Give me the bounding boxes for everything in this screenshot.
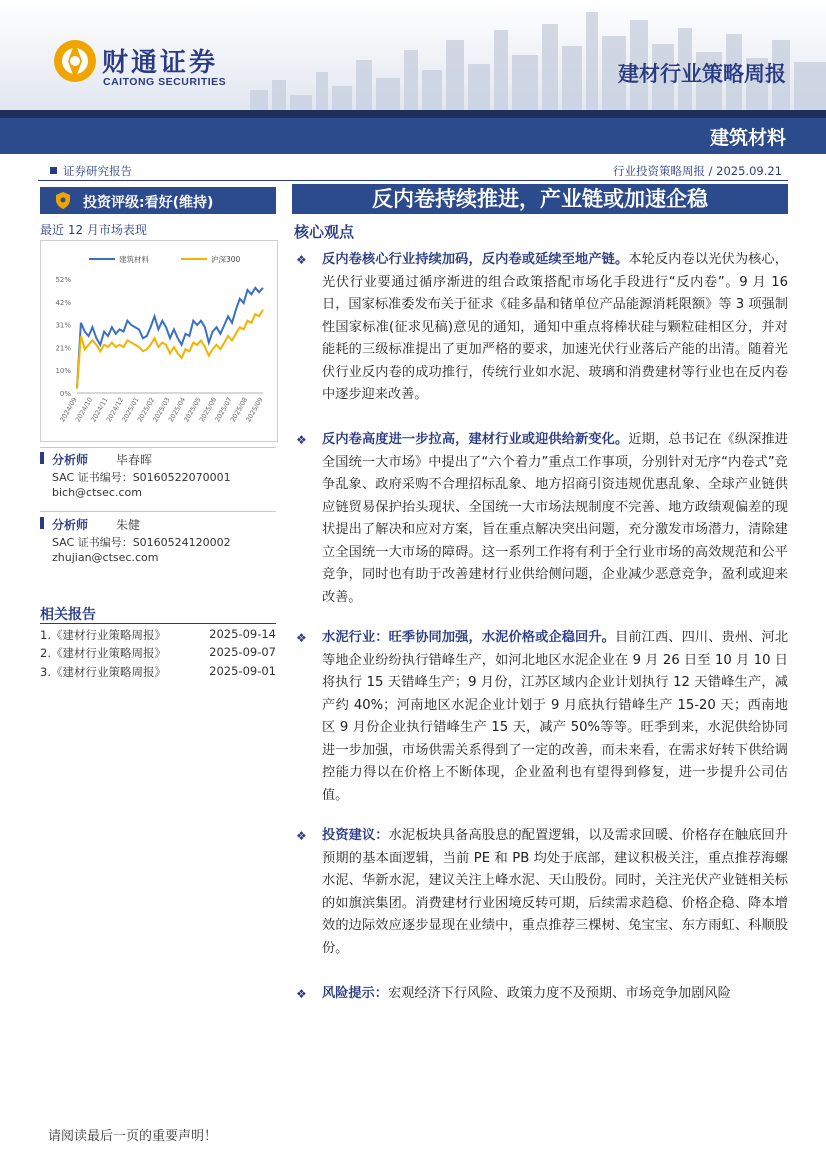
analyst-title: 分析师 [52, 453, 89, 467]
x-tick-label: 2025/09 [244, 396, 265, 424]
related-report-title: 2.《建材行业策略周报》 [40, 646, 166, 660]
related-report-date: 2025-09-01 [209, 664, 276, 678]
x-tick-label: 2025/02 [135, 396, 157, 424]
headline: 反内卷持续推进，产业链或加速企稳 [292, 184, 788, 214]
legend-label: 建筑材料 [119, 255, 149, 264]
analyst-title: 分析师 [52, 518, 89, 532]
related-report-item[interactable] [40, 645, 276, 661]
x-tick-label: 2025/01 [120, 396, 141, 424]
header-band [0, 118, 826, 154]
rating-text: 投资评级:看好(维持) [83, 195, 214, 211]
point-lead: 水泥行业：旺季协同加强，水泥价格或企稳回升。 [322, 630, 615, 645]
point-paragraph [322, 627, 788, 807]
point-lead: 风险提示： [322, 986, 388, 1001]
section-marker [40, 452, 44, 464]
performance-label: 最近 12 月市场表现 [40, 223, 147, 237]
y-tick-label: 0% [59, 390, 71, 398]
related-report-date: 2025-09-14 [209, 627, 276, 641]
related-reports-title: 相关报告 [40, 607, 96, 623]
analyst-sac: SAC 证书编号：S0160524120002 [52, 536, 231, 549]
shield-icon [56, 192, 70, 209]
analyst-name: 朱健 [116, 518, 141, 532]
x-tick-label: 2025/08 [228, 396, 250, 424]
series-line [77, 288, 263, 389]
report-type [50, 163, 132, 179]
legend-label: 沪深300 [211, 255, 241, 264]
x-tick-label: 2024/11 [89, 396, 110, 424]
point-paragraph [322, 983, 788, 1006]
point-text: 目前江西、四川、贵州、河北等地企业纷纷执行错峰生产，如河北地区水泥企业在 9 月 26 日至 10 月 10 日将执行 15 天错峰生产；9 月份，江苏区域内企业计划执行 12 天错峰生产，减产约 40%；河南地区水泥企业计划于 9 月底执行错峰生产 15-20 天；西南地区 9 月份企业执行错峰生产 15 天，减产 50%等等。旺季到来，水泥供给协同进一步加强，市场供需关系得到了一定的改善，而未来看，在需求好转下供给调控能力得以在价格上不断体现，企业盈利也有望得到修复，进一步提升公司估值。 [322, 630, 789, 803]
brand-name-en: CAITONG SECURITIES [103, 76, 227, 88]
divider [40, 623, 276, 624]
diamond-bullet-icon: ❖ [296, 433, 307, 447]
analyst-name: 毕春晖 [116, 453, 153, 467]
divider [38, 180, 788, 181]
y-tick-label: 31% [55, 321, 71, 330]
point-text: 宏观经济下行风险、政策力度不及预期、市场竞争加剧风险 [387, 986, 731, 1001]
point-text: 本轮反内卷以光伏为核心，光伏行业要通过循序渐进的组合政策搭配市场化手段进行“反内卷”。9 月 16 日，国家标准委发布关于征求《硅多晶和锗单位产品能源消耗限额》等 3 项强制性国家标准(征求见稿)意见的通知，通知中重点将棒状硅与颗粒硅相区分，并对能耗的三级标准提出了更加严格的要求，加速光伏行业落后产能的出清。随着光伏行业反内卷的成功推行，传统行业如水泥、玻璃和消费建材等行业也在反内卷中逐步迎来改善。 [322, 252, 788, 402]
related-report-title: 3.《建材行业策略周报》 [40, 665, 166, 679]
point-paragraph [322, 429, 788, 609]
x-tick-label: 2025/06 [197, 396, 219, 424]
diamond-bullet-icon: ❖ [296, 987, 307, 1001]
y-tick-label: 42% [55, 298, 71, 307]
x-tick-label: 2025/04 [166, 396, 188, 424]
x-tick-label: 2025/07 [213, 396, 234, 424]
rating-box [40, 187, 276, 214]
report-title: 建材行业策略周报 [618, 62, 786, 86]
point-lead: 投资建议： [322, 828, 389, 843]
page-header [0, 0, 826, 158]
diamond-bullet-icon: ❖ [296, 631, 307, 645]
sector-label: 建筑材料 [709, 127, 786, 149]
y-tick-label: 21% [55, 344, 71, 353]
divider [40, 447, 276, 448]
analyst-sac: SAC 证书编号：S0160522070001 [52, 471, 231, 484]
point-lead: 反内卷高度进一步拉高，建材行业或迎供给新变化。 [322, 432, 629, 447]
y-tick-label: 10% [55, 367, 71, 376]
point-lead: 反内卷核心行业持续加码，反内卷或延续至地产链。 [322, 252, 629, 267]
performance-chart [40, 240, 278, 442]
related-report-date: 2025-09-07 [209, 645, 276, 659]
x-tick-label: 2024/10 [73, 396, 95, 424]
disclaimer-footer: 请阅读最后一页的重要声明！ [48, 1129, 218, 1144]
divider [40, 511, 276, 512]
x-tick-label: 2024/12 [104, 396, 126, 424]
brand-name-cn: 财通证券 [102, 48, 219, 78]
square-bullet-icon [50, 167, 57, 174]
x-tick-label: 2025/03 [151, 396, 172, 424]
x-tick-label: 2024/09 [58, 396, 79, 424]
point-text: 近期，总书记在《纵深推进全国统一大市场》中提出了“六个着力”重点工作事项，分别针对无序“内卷式”竞争乱象、政府采购不合理招标乱象、地方招商引资违规优惠乱象、全球产业链供应链贸易保护抬头现状、全国统一大市场法规制度不完善、地方政绩观偏差的现状提出了解决和应对方案，旨在重点解决突出问题，充分激发市场潜力，清除建立全国统一大市场的障碍。这一系列工作将有利于全行业市场的高效规范和公平竞争，同时也有助于改善建材行业供给侧问题，企业减少恶意竞争，盈利或迎来改善。 [322, 432, 788, 605]
analyst-email[interactable]: zhujian@ctsec.com [52, 551, 159, 564]
y-tick-label: 52% [55, 276, 71, 284]
caitong-logo-icon [52, 38, 98, 84]
report-type-label: 证券研究报告 [63, 164, 132, 178]
point-paragraph [322, 249, 788, 407]
diamond-bullet-icon: ❖ [296, 253, 307, 267]
related-report-title: 1.《建材行业策略周报》 [40, 628, 166, 642]
core-views-title: 核心观点 [294, 223, 355, 241]
analyst-email[interactable]: bich@ctsec.com [52, 486, 142, 499]
report-date: 行业投资策略周报 / 2025.09.21 [612, 164, 782, 178]
x-tick-label: 2025/05 [182, 396, 203, 424]
diamond-bullet-icon: ❖ [296, 829, 307, 843]
point-paragraph [322, 825, 788, 960]
point-text: 水泥板块具备高股息的配置逻辑，以及需求回暖、价格存在触底回升预期的基本面逻辑，当前 PE 和 PB 均处于底部，建议积极关注，重点推荐海螺水泥、华新水泥，建议关注上峰水泥、天山股份。同时，关注光伏产业链相关标的如旗滨集团。消费建材行业困境反转可期，后续需求趋稳、价格企稳、降本增效的边际效应逐步显现在业绩中，重点推荐三棵树、兔宝宝、东方雨虹、科顺股份。 [322, 828, 789, 956]
related-report-item[interactable] [40, 664, 276, 680]
series-line [77, 310, 263, 389]
related-report-item[interactable] [40, 627, 276, 643]
section-marker [40, 517, 44, 529]
chart-svg [41, 241, 277, 441]
